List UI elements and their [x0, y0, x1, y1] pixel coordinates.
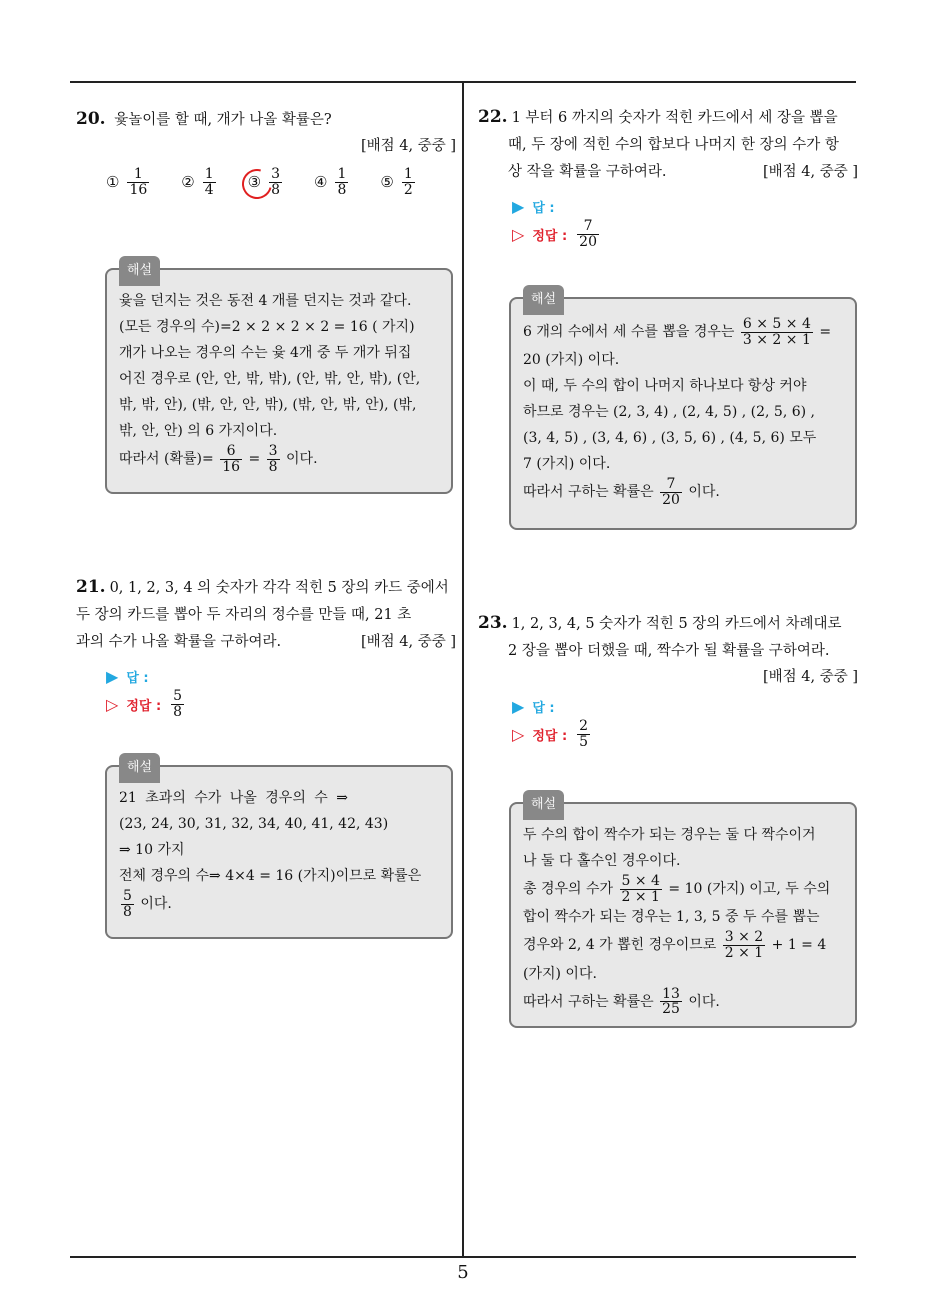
correct-answer-label: 정답 : [532, 728, 568, 744]
choice-2[interactable] [181, 167, 217, 197]
fraction-denominator: 8 [123, 903, 132, 920]
solution-line: 개가 나오는 경우의 수는 윷 4개 중 두 개가 뒤집 [119, 345, 412, 361]
question-text: 두 장의 카드를 뽑아 두 자리의 정수를 만들 때, 21 초 [76, 607, 412, 623]
fraction-numerator: 3 [271, 166, 281, 182]
solution-line: (가지) 이다. [523, 965, 597, 982]
fraction-denominator: 8 [173, 703, 183, 720]
question-text: 과의 수가 나올 확률을 구하여라. [76, 634, 282, 650]
outline-arrow-icon: ▷ [512, 724, 525, 744]
solution-line-final [119, 889, 439, 919]
solution-text: 이다. [286, 451, 318, 468]
solution-text: 총 경우의 수가 [523, 881, 614, 898]
solution-line: 어진 경우로 (안, 안, 밖, 밖), (안, 밖, 안, 밖), (안, [119, 371, 421, 387]
solution-line-1 [523, 317, 843, 347]
solution-tag: 해설 [523, 285, 564, 315]
solution-line: 하므로 경우는 (2, 3, 4) , (2, 4, 5) , (2, 5, 6) , [523, 404, 815, 421]
solution-box-22 [509, 292, 857, 530]
fraction [741, 317, 813, 347]
solution-tag: 해설 [119, 256, 160, 286]
question-number: 23. [478, 613, 508, 633]
choice-fraction [335, 167, 348, 197]
answer-area [512, 192, 858, 248]
solution-tag: 해설 [523, 790, 564, 820]
score-label: [배점 4, 중중 ] [762, 164, 858, 180]
play-arrow-icon: ▶ [512, 196, 525, 216]
question-20 [76, 106, 456, 197]
answer-row[interactable] [106, 662, 456, 690]
solution-line: 윷을 던지는 것은 동전 4 개를 던지는 것과 같다. [119, 293, 412, 309]
fraction-denominator: 2 × 1 [724, 945, 764, 962]
fraction [220, 444, 242, 474]
solution-box-21 [105, 760, 453, 939]
question-23-line-1 [478, 610, 858, 638]
question-21-line-1 [76, 574, 456, 602]
solution-text: 따라서 구하는 확률은 [523, 993, 654, 1010]
solution-text: 이다. [688, 484, 720, 501]
choice-4[interactable] [314, 167, 350, 197]
fraction-denominator: 2 × 1 [621, 888, 660, 905]
solution-tag: 해설 [119, 753, 160, 783]
answer-label: 답 : [532, 200, 555, 216]
choice-mark: ① [106, 173, 120, 192]
answer-label: 답 : [126, 670, 149, 686]
question-21-line-3 [76, 629, 456, 656]
fraction-numerator: 3 × 2 [724, 929, 764, 946]
solution-line: 나 둘 다 홀수인 경우이다. [523, 853, 681, 869]
solution-line-final [523, 987, 843, 1017]
solution-line: 전체 경우의 수⇒ 4×4 = 16 (가지)이므로 확률은 [119, 868, 422, 884]
question-23 [478, 610, 858, 748]
choice-fraction [203, 167, 216, 197]
page-number: 5 [457, 1262, 469, 1283]
solution-text: = 10 (가지) 이고, 두 수의 [668, 881, 831, 898]
answer-area [512, 692, 858, 748]
choice-list [106, 167, 456, 197]
solution-line-final [523, 477, 843, 507]
fraction-denominator: 2 [403, 181, 413, 198]
answer-row[interactable] [512, 192, 858, 220]
fraction-numerator: 6 × 5 × 4 [742, 316, 811, 332]
fraction-numerator: 5 [123, 888, 132, 904]
fraction-denominator: 3 × 2 × 1 [742, 331, 811, 348]
score-label: [배점 4, 중중 ] [360, 634, 456, 650]
fraction-denominator: 8 [271, 181, 281, 198]
equals-sign: = [248, 451, 261, 468]
fraction-denominator: 4 [204, 181, 214, 198]
solution-line-final [119, 444, 439, 474]
answer-area [106, 662, 456, 718]
answer-label: 답 : [532, 700, 555, 716]
fraction-denominator: 8 [337, 181, 347, 198]
fraction-numerator: 6 [226, 443, 236, 459]
question-number: 21. [76, 577, 106, 597]
solution-text: 이다. [140, 896, 172, 913]
solution-line: (3, 4, 5) , (3, 4, 6) , (3, 5, 6) , (4, 5, 6) 모두 [523, 430, 817, 447]
column-divider [462, 82, 464, 1257]
solution-line: 20 (가지) 이다. [523, 352, 620, 369]
question-22-line-3 [478, 159, 858, 186]
correct-answer-row [512, 717, 858, 750]
solution-line: 밖, 안, 안) 의 6 가지이다. [119, 423, 278, 439]
solution-box-23 [509, 797, 857, 1028]
choice-mark: ② [181, 173, 195, 192]
solution-line: 이 때, 두 수의 합이 나머지 하나보다 항상 커야 [523, 378, 807, 395]
question-text: 1 부터 6 까지의 숫자가 적힌 카드에서 세 장을 뽑을 [511, 110, 838, 126]
solution-text: 따라서 구하는 확률은 [523, 484, 654, 501]
bottom-rule [70, 1256, 856, 1258]
choice-mark: ④ [314, 173, 328, 192]
fraction-numerator: 5 [173, 687, 183, 704]
equals-sign: = [819, 324, 832, 341]
solution-line: 두 수의 합이 짝수가 되는 경우는 둘 다 짝수이거 [523, 827, 816, 843]
correct-answer-label: 정답 : [126, 698, 162, 714]
correct-answer-fraction [577, 719, 590, 749]
fraction [620, 874, 662, 904]
solution-line: 합이 짝수가 되는 경우는 1, 3, 5 중 두 수를 뽑는 [523, 909, 820, 926]
fraction [660, 477, 682, 507]
fraction-numerator: 1 [204, 166, 214, 182]
question-number: 20. [76, 109, 106, 129]
question-text: 때, 두 장에 적힌 수의 합보다 나머지 한 장의 수가 항 [508, 137, 839, 153]
question-text: 0, 1, 2, 3, 4 의 숫자가 각각 적힌 5 장의 카드 중에서 [109, 580, 449, 596]
choice-fraction [127, 167, 149, 197]
fraction [660, 987, 682, 1017]
fraction-numerator: 1 [403, 166, 413, 182]
solution-line: (모든 경우의 수)=2 × 2 × 2 × 2 = 16 ( 가지) [119, 319, 415, 335]
score-label: [배점 4, 중중 ] [762, 669, 858, 685]
choice-3-selected[interactable] [248, 167, 284, 197]
solution-text: 이다. [688, 993, 720, 1010]
outline-arrow-icon: ▷ [512, 224, 525, 244]
question-text: 1, 2, 3, 4, 5 숫자가 적힌 5 장의 카드에서 차례대로 [511, 616, 842, 632]
question-22-line-1 [478, 104, 858, 132]
solution-line-5 [523, 930, 843, 960]
question-text: 상 작을 확률을 구하여라. [508, 164, 667, 180]
fraction-numerator: 1 [133, 166, 143, 182]
question-text: 윷놀이를 할 때, 개가 나올 확률은? [114, 112, 332, 128]
answer-row[interactable] [512, 692, 858, 720]
question-number: 22. [478, 107, 508, 127]
choice-mark: ⑤ [380, 173, 394, 192]
correct-answer-row [512, 217, 858, 250]
fraction-numerator: 7 [583, 217, 593, 234]
fraction-numerator: 5 × 4 [621, 873, 660, 889]
fraction [121, 889, 134, 919]
solution-line: (23, 24, 30, 31, 32, 34, 40, 41, 42, 43) [119, 816, 389, 832]
question-22 [478, 104, 858, 248]
fraction [267, 444, 280, 474]
fraction-denominator: 20 [662, 492, 680, 509]
choice-fraction [402, 167, 415, 197]
fraction-numerator: 2 [579, 717, 589, 734]
fraction-numerator: 13 [662, 985, 680, 1002]
play-arrow-icon: ▶ [106, 666, 119, 686]
solution-text: + 1 = 4 [771, 937, 827, 954]
fraction-denominator: 8 [268, 458, 278, 475]
fraction-denominator: 5 [579, 733, 589, 750]
solution-text: 따라서 (확률)= [119, 451, 214, 468]
question-text: 2 장을 뽑아 더했을 때, 짝수가 될 확률을 구하여라. [508, 643, 830, 659]
fraction-denominator: 20 [579, 233, 597, 250]
outline-arrow-icon: ▷ [106, 694, 119, 714]
score-label: [배점 4, 중중 ] [360, 138, 456, 154]
solution-line-3 [523, 874, 843, 904]
fraction-denominator: 16 [129, 181, 148, 198]
question-21 [76, 574, 456, 718]
correct-answer-row [106, 687, 456, 720]
choice-mark: ③ [247, 173, 262, 192]
fraction-numerator: 7 [666, 476, 676, 493]
correct-answer-fraction [577, 219, 599, 249]
solution-line: 21 초과의 수가 나올 경우의 수 ⇒ [119, 790, 349, 806]
solution-text: 6 개의 수에서 세 수를 뽑을 경우는 [523, 324, 735, 341]
fraction-denominator: 16 [222, 458, 241, 475]
fraction-numerator: 1 [337, 166, 347, 182]
solution-line: 7 (가지) 이다. [523, 456, 611, 473]
question-20-header [76, 106, 456, 134]
correct-answer-label: 정답 : [532, 228, 568, 244]
play-arrow-icon: ▶ [512, 696, 525, 716]
solution-line: 밖, 밖, 안), (밖, 안, 안, 밖), (밖, 안, 밖, 안), (밖, [119, 397, 417, 413]
solution-text: 경우와 2, 4 가 뽑힌 경우이므로 [523, 937, 717, 954]
choice-1[interactable] [106, 167, 151, 197]
fraction-numerator: 3 [268, 443, 278, 459]
choice-5[interactable] [380, 167, 416, 197]
fraction-denominator: 25 [662, 1001, 680, 1018]
fraction [723, 930, 765, 960]
correct-answer-fraction [171, 689, 184, 719]
solution-box-20 [105, 263, 453, 494]
solution-line: ⇒ 10 가지 [119, 842, 185, 858]
